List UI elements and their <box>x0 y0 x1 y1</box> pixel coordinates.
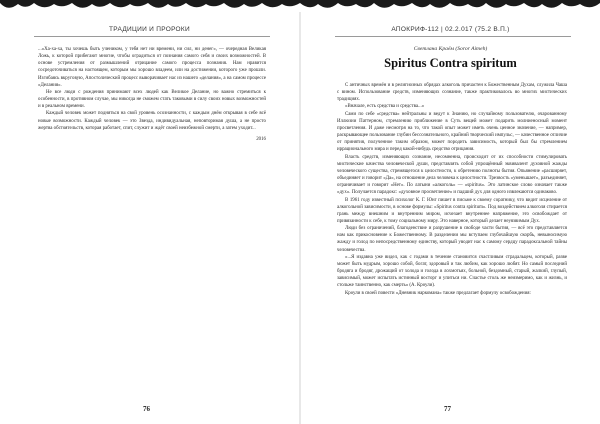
running-head-rule-right <box>335 36 571 37</box>
right-page <box>301 12 600 424</box>
left-page-body <box>38 46 266 143</box>
floral-ornament-left <box>0 0 300 12</box>
right-paragraph-1: С античных времён и в религиозных обрядах алкоголь причастен к Божественным Духам, служила Чаша с вином. Использование средств, изменяющих сознание, также практиковалось во многих мистических традициях. <box>337 83 567 103</box>
article-author: Светлана Краём (Soror Aimeh) <box>413 46 488 52</box>
page-number-right: 77 <box>444 405 451 413</box>
right-paragraph-8: Кроули в своей повести «Дневник наркомана» также предлагает формулу освобождения: <box>345 290 531 296</box>
running-head-left: ТРАДИЦИИ И ПРОРОКИ <box>109 26 190 33</box>
right-paragraph-4: Власть средств, изменяющих сознание, несомненна, происходит от их способности стимулировать мистические качества человеческой души, представлять собой упрощённый эквивалент духовной жажды человеческого существа, стремящегося к целостности, к обретению полноты бытия. Опьянение «расширяет, объединяет и говорит «Да», на отношение дела человека к целостности. Трезвость «уменьшает», разъединяет, ограничивает и говорит «Нет». По латыни «алкоголь» — «spiritus». Это латинское слово означает также «дух». Получается парадокс: «духовное просветление» и падший дух для одного извлекаются одинаково. <box>337 154 567 196</box>
right-paragraph-3: Сами по себе «средства» нейтральны и ведут к Знанию, но случайному пользователю, очарованному Иллюзии Паттерном, стремлению приближение в Суть вещей может подарить молниеносный момент просветления. И даже несмотря на то, что такой опыт может иметь очень ценное значение, — например, раскрывающее пользование глубин бессознательного, крайний творческий импульс, — качественное отличие от принятия, полученное таким образом, может породить зависимость, который был бы стремлением иррационального мира и перед какой-нибудь средство отрицания. <box>337 111 567 153</box>
right-page-body <box>337 82 567 297</box>
left-paragraph-2: Не все люди с рождения принимают всех людей как Великое Делание, но важно стремиться к особенности, в противном случае, мы никогда не сможем стать таковыми в силу своих новых возможностей и в реальном времени. <box>38 89 266 110</box>
right-paragraph-7: «...Я издавна уже видел, как с годами в течение становится счастливым страдальцем, который, разве может быть мудрым, хорошо собой, богат, здоровый и так любим, как хорошо любят. Но самый последний бродяга и бродяг, дрожащий от холода и голода в лохмотьях, больной, бездомный, старый, жалкий, глупый, зависимый, может испытать истинный восторг и упиться ни. Счастье столь же неизмеримо, как и жизнь, и стольже таинственно, как смерть» (А. Кроули). <box>337 254 567 289</box>
running-head-rule-left <box>34 36 270 37</box>
article-title: Spiritus Contra spiritum <box>384 56 517 70</box>
left-page <box>0 12 299 424</box>
right-paragraph-6: Люди без ограничений, благоденствие и разрушение в свободе части бытия, — всё это представляется нам как прикосновение к Божественному. В разделении мы вступаем глубочайшую скорбь, невыносимую жажду и голод по непосредственному единству, который уводит нас к самому сердцу парадоксальной тайны человечества. <box>337 226 567 253</box>
left-paragraph-1: ...«Ха-ха-ха, ты хочешь быть учеником, у тебя нет ни времени, ни сил, ни денег», — очередная Великая Ложь, к которой прибегают многие, чтобы оградиться от познания самого себя и своих возможностей. В основе устремления от размышлений отрицание самого процесса познания. Нам нравится сосредоточиваться на настоящем, которым мы хорошо владеем, или на достижении, которого уже прошли. Изгибаясь вкруговую, Апостолический процесс выворачивает нас из нашего «делания», а на самом процессе «Делания». <box>38 47 266 88</box>
page-number-left: 76 <box>143 405 150 413</box>
floral-ornament-right <box>300 0 600 12</box>
right-paragraph-5: В 1961 году известный психолог К. Г. Юнг пишет в письме к своему соратнику, что видит исцеление от алкогольной зависимости, в основе формулы: «Spiritus contra spiritum». Под воздействием алкоголя стирается грань между внешним и внутренним миром, исчезает внутреннее напряжение, это освобождает от привязанности к себе, к тому социальному миру. Это наверное, который делает неуязвимым Дух. <box>337 197 567 224</box>
essay-date: 2016 <box>256 136 266 142</box>
left-paragraph-3: Каждый человек может подняться на свой уровень осознанности, с каждым днём открывая в себе всё новые возможности. Каждый человек — это Звезда, индивидуальная, неповторимая душа, а не просто жертва обстоятельств, которая работает, спит, служит и ждёт своей неизбежной смерти, а затем уходит... <box>38 111 266 131</box>
running-head-right: АПОКРИФ-112 | 02.2.017 (75.2 В.П.) <box>391 26 510 33</box>
right-paragraph-2: «Вначале, есть средства и средства...» <box>345 104 425 110</box>
